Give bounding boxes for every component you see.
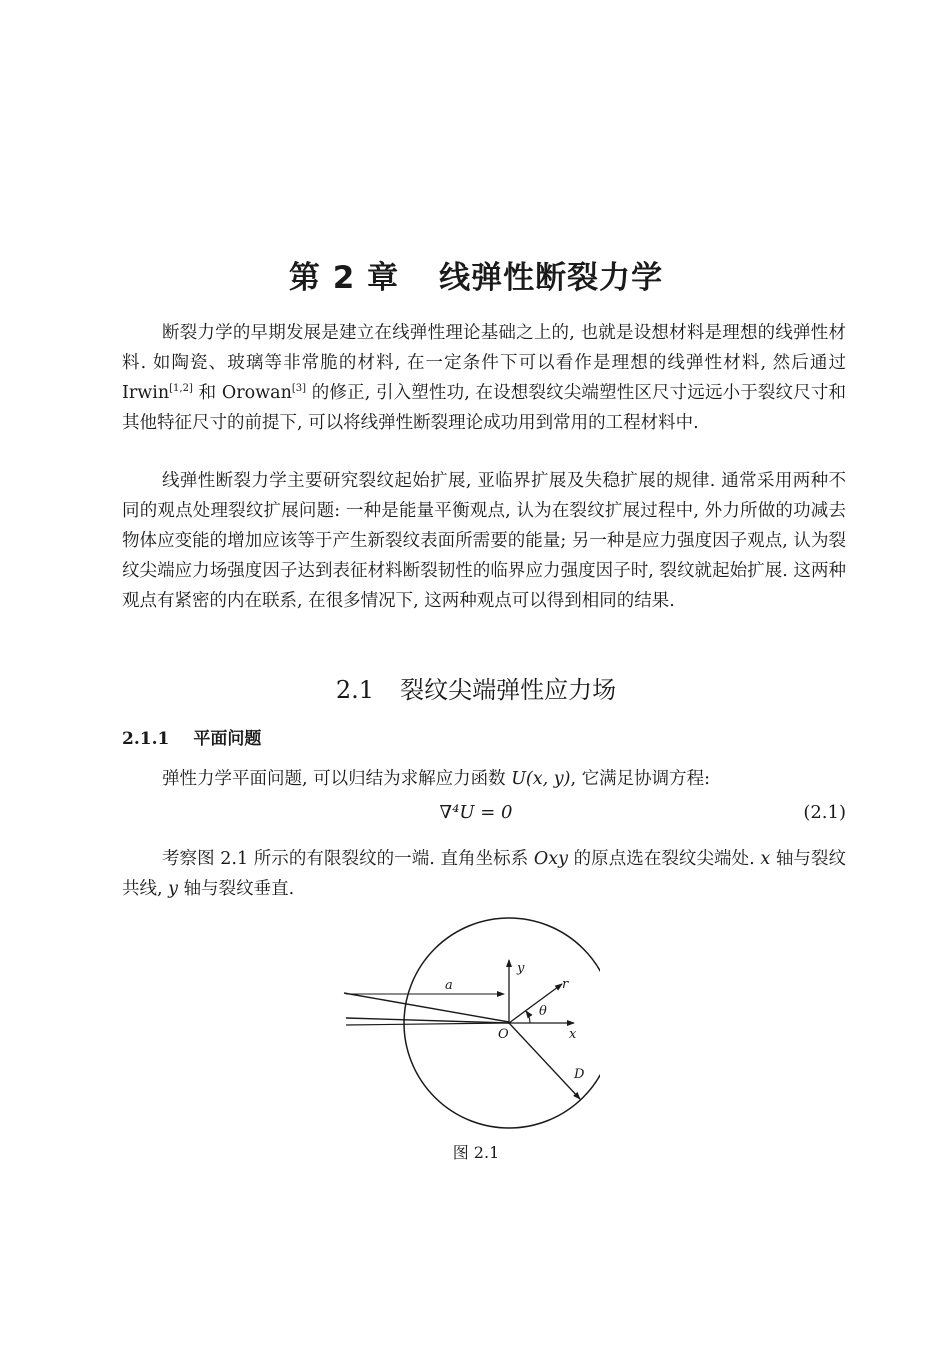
label-a: a	[445, 978, 453, 993]
paragraph-1-text-c: 的修正, 引入塑性功, 在设想裂纹尖端塑性区尺寸远远小于裂纹尺寸和其他特征尺寸的前提下, 可以将线弹性断裂理论成功用到常用的工程材料中.	[122, 383, 847, 433]
reference-orowan: [3]	[291, 383, 307, 394]
label-y: y	[517, 961, 525, 976]
x-symbol: x	[760, 849, 771, 869]
paragraph-1	[122, 318, 846, 438]
section-title	[0, 670, 952, 705]
theta-arc	[526, 1011, 530, 1023]
label-theta: θ	[539, 1004, 547, 1019]
figure-2-1	[338, 914, 600, 1146]
paragraph-4	[122, 844, 846, 904]
r-vector	[509, 984, 562, 1023]
section-name: 裂纹尖端弹性应力场	[400, 676, 617, 704]
equation-number: (2.1)	[803, 802, 846, 823]
subsection-name: 平面问题	[193, 729, 262, 749]
paragraph-4-text-d: 轴与裂纹垂直.	[178, 879, 295, 899]
paragraph-4-text-b: 的原点选在裂纹尖端处.	[567, 849, 761, 869]
paragraph-3-text-b: , 它满足协调方程:	[570, 769, 711, 789]
paragraph-2	[122, 466, 846, 616]
chapter-number: 第 2 章	[288, 260, 400, 296]
label-o: O	[498, 1027, 509, 1042]
chapter-title	[0, 252, 952, 297]
coord-system: Oxy	[533, 849, 568, 869]
paragraph-3	[122, 734, 846, 794]
equation-2-1: ∇⁴U = 0	[439, 802, 513, 823]
section-number: 2.1	[335, 676, 375, 704]
y-symbol: y	[168, 879, 179, 899]
paragraph-1-text-a: 断裂力学的早期发展是建立在线弹性理论基础之上的, 也就是设想材料是理想的线弹性材料. 如陶瓷、玻璃等非常脆的材料, 在一定条件下可以看作是理想的线弹性材料, 然后通过 Irwin	[122, 323, 846, 403]
paragraph-4-text-a: 考察图 2.1 所示的有限裂纹的一端. 直角坐标系	[162, 849, 534, 869]
label-r: r	[562, 977, 569, 992]
chapter-name: 线弹性断裂力学	[439, 260, 664, 296]
paragraph-2-text: 线弹性断裂力学主要研究裂纹起始扩展, 亚临界扩展及失稳扩展的规律. 通常采用两种不同的观点处理裂纹扩展问题: 一种是能量平衡观点, 认为在裂纹扩展过程中, 外力所做的功减去物体应变能的增加应该等于产生新裂纹表面所需要的能量; 另一种是应力强度因子观点, 认为裂纹尖端应力场强度因子达到表征材料断裂韧性的临界应力强度因子时, 裂纹就起始扩展. 这两种观点有紧密的内在联系, 在很多情况下, 这两种观点可以得到相同的结果.	[122, 471, 846, 611]
label-d: D	[574, 1067, 585, 1082]
label-x: x	[569, 1027, 577, 1042]
paragraph-1-text-b: 和 Orowan	[192, 383, 292, 403]
subsection-number: 2.1.1	[122, 729, 170, 749]
stress-function: U(x, y)	[511, 769, 571, 789]
crack-upper-face	[344, 993, 509, 1022]
paragraph-3-text-a: 弹性力学平面问题, 可以归结为求解应力函数	[162, 769, 512, 789]
figure-caption: 图 2.1	[452, 1143, 500, 1162]
paragraph-4-text-c: 轴与裂纹共线,	[122, 849, 847, 899]
reference-irwin: [1,2]	[169, 383, 193, 394]
crack-lower-face	[346, 1018, 509, 1023]
crack-lower-face-2	[346, 1023, 509, 1025]
